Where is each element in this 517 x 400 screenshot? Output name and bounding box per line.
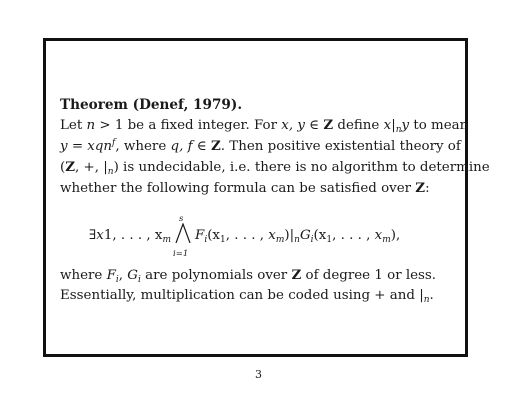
statement-line-1: Let n > 1 be a fixed integer. For x, y ∈ Z define $x|_ny$ to mean [60, 117, 469, 135]
big-wedge-symbol [174, 223, 192, 243]
statement-line-4: whether the following formula can be satisfied over Z: [60, 180, 430, 196]
wedge-lower-limit: i=1 [173, 249, 189, 259]
wedge-upper-limit: s [179, 214, 184, 224]
theorem-block [60, 95, 490, 306]
display-formula [60, 203, 460, 263]
page-number: 3 [255, 368, 262, 381]
big-wedge [173, 214, 193, 259]
essentially-line: Essentially, multiplication can be coded using + and $|_n$. [60, 288, 434, 305]
statement-line-3: (Z, +, $|_n$) is undecidable, i.e. there is no algorithm to determine [60, 159, 490, 177]
theorem-title: Theorem (Denef, 1979). [60, 97, 243, 113]
statement-line-2: y = xqn$^f$, where q, f ∈ Z. Then positive existential theory of [60, 138, 461, 154]
where-line: where $F_i$, $G_i$ are polynomials over Z of degree 1 or less. [60, 267, 437, 285]
formula-body: ∃x1, . . . , $x_m$ s i=1 $F_i(x_1$, . . . , $x_m)|_nG_i(x_1$, . . . , $x_m$), [89, 223, 400, 246]
